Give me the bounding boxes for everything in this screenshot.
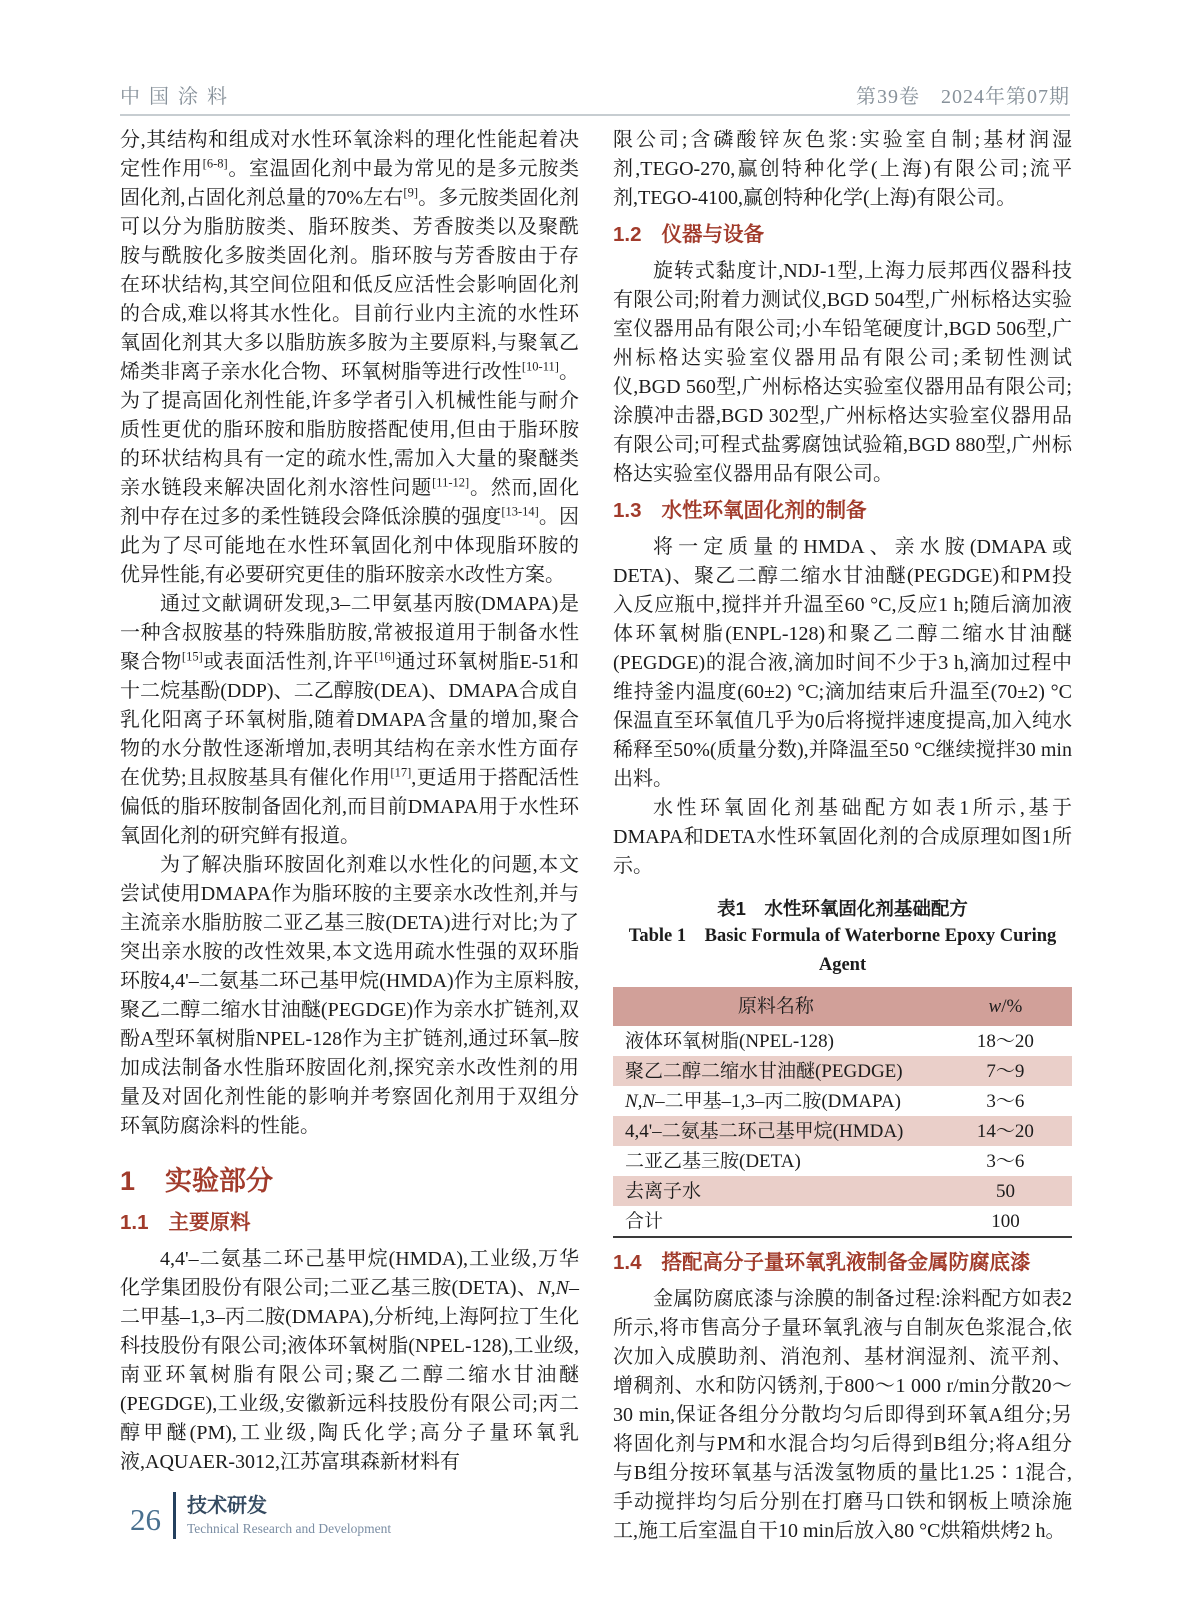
section-1-2-number: 1.2 — [613, 223, 642, 246]
paragraph-formula-reference: 水性环氧固化剂基础配方如表1所示,基于DMAPA和DETA水性环氧固化剂的合成原理如图1所示。 — [613, 797, 1072, 877]
section-1-heading — [120, 1164, 579, 1198]
paragraph-instruments: 旋转式黏度计,NDJ-1型,上海力辰邦西仪器科技有限公司;附着力测试仪,BGD 504型,广州标格达实验室仪器用品有限公司;小车铅笔硬度计,BGD 506型,广州标格达实验室仪器用品有限公司;柔韧性测试仪,BGD 560型,广州标格达实验室仪器用品有限公司;涂膜冲击器,BGD 302型,广州标格达实验室仪器用品有限公司;可程式盐雾腐蚀试验箱,BGD 880型,广州标格达实验室仪器用品有限公司。 — [613, 260, 1072, 485]
section-1-2-title: 仪器与设备 — [661, 223, 764, 246]
table-row — [613, 1056, 1072, 1086]
section-1-3-number: 1.3 — [613, 499, 642, 522]
section-1-1-title: 主要原料 — [168, 1211, 251, 1234]
table-1-caption-zh: 表1 水性环氧固化剂基础配方 — [717, 898, 968, 919]
footer-column-info — [187, 1494, 391, 1538]
paragraph-preparation: 将一定质量的HMDA、亲水胺(DMAPA或DETA)、聚乙二醇二缩水甘油醚(PEGDGE)和PM投入反应瓶中,搅拌并升温至60 °C,反应1 h;随后滴加液体环氧树脂(ENPL-128)和聚乙二醇二缩水甘油醚(PEGDGE)的混合液,滴加时间不少于3 h,滴加过程中维持釜内温度(60±2) °C;滴加结束后升温至(70±2) °C保温直至环氧值几乎为0后将搅拌速度提高,加入纯水稀释至50%(质量分数),并降温至50 °C继续搅拌30 min出料。 — [613, 536, 1072, 790]
page-number: 26 — [130, 1501, 161, 1537]
material-name-cell: 4,4'–二氨基二环己基甲烷(HMDA) — [625, 1120, 904, 1142]
issue-info: 第39卷 2024年第07期 — [856, 86, 1070, 108]
material-name-cell: 聚乙二醇二缩水甘油醚(PEGDGE) — [625, 1060, 903, 1082]
table-row — [613, 1146, 1072, 1176]
page-footer — [130, 1492, 391, 1539]
section-1-1-number: 1.1 — [120, 1211, 149, 1234]
table-1-grid — [613, 987, 1072, 1238]
column-header-weight-percent: w/% — [939, 987, 1072, 1026]
footer-column-title-zh: 技术研发 — [187, 1494, 267, 1517]
weight-percent-cell: 50 — [995, 1180, 1015, 1202]
material-name-cell: 二亚乙基三胺(DETA) — [625, 1150, 801, 1172]
table-1 — [613, 895, 1072, 1238]
section-1-2-heading — [613, 220, 1072, 250]
page-header — [120, 80, 1070, 109]
column-header-material: 原料名称 — [613, 987, 939, 1026]
content-columns — [120, 126, 1072, 1546]
table-row — [613, 1026, 1072, 1056]
section-1-4-title: 搭配高分子量环氧乳液制备金属防腐底漆 — [661, 1251, 1031, 1274]
weight-percent-cell: 18～20 — [976, 1030, 1034, 1052]
table-1-caption-en: Table 1 Basic Formula of Waterborne Epoxy Curing Agent — [628, 926, 1057, 975]
paragraph-dmapa: 通过文献调研发现,3–二甲氨基丙胺(DMAPA)是一种含叔胺基的特殊脂肪胺,常被报道用于制备水性聚合物[15]或表面活性剂,许平[16]通过环氧树脂E-51和十二烷基酚(DDP)、二乙醇胺(DEA)、DMAPA合成自乳化阳离子环氧树脂,随着DMAPA含量的增加,聚合物的水分散性逐渐增加,表明其结构在亲水性方面存在优势;且叔胺基具有催化作用[17],更适用于搭配活性偏低的脂环胺制备固化剂,而目前DMAPA用于水性环氧固化剂的研究鲜有报道。 — [120, 593, 580, 847]
table-row — [613, 1116, 1072, 1146]
material-name-cell: N,N–二甲基–1,3–丙二胺(DMAPA) — [625, 1090, 901, 1112]
left-column — [120, 126, 579, 1546]
paragraph-intro: 分,其结构和组成对水性环氧涂料的理化性能起着决定性作用[6-8]。室温固化剂中最为常见的是多元胺类固化剂,占固化剂总量的70%左右[9]。多元胺类固化剂可以分为脂肪胺类、脂环胺类、芳香胺类以及聚酰胺与酰胺化多胺类固化剂。脂环胺与芳香胺由于存在环状结构,其空间位阻和低反应活性会影响固化剂的合成,难以将其水性化。目前行业内主流的水性环氧固化剂其大多以脂肪族多胺为主要原料,与聚氧乙烯类非离子亲水化合物、环氧树脂等进行改性[10-11]。为了提高固化剂性能,许多学者引入机械性能与耐介质性更优的脂环胺和脂肪胺搭配使用,但由于脂环胺的环状结构具有一定的疏水性,需加入大量的聚醚类亲水链段来解决固化剂水溶性问题[11-12]。然而,固化剂中存在过多的柔性链段会降低涂膜的强度[13-14]。因此为了尽可能地在水性环氧固化剂中体现脂环胺的优异性能,有必要研究更佳的脂环胺亲水改性方案。 — [120, 129, 580, 586]
footer-column-title-en: Technical Research and Development — [187, 1520, 392, 1536]
right-column — [613, 126, 1072, 1546]
table-row — [613, 1176, 1072, 1206]
table-row — [613, 1086, 1072, 1116]
paragraph-materials: 4,4'–二氨基二环己基甲烷(HMDA),工业级,万华化学集团股份有限公司;二亚乙基三胺(DETA)、N,N–二甲基–1,3–丙二胺(DMAPA),分析纯,上海阿拉丁生化科技股份有限公司;液体环氧树脂(NPEL-128),工业级,南亚环氧树脂有限公司;聚乙二醇二缩水甘油醚(PEGDGE),工业级,安徽新远科技股份有限公司;丙二醇甲醚(PM),工业级,陶氏化学;高分子量环氧乳液,AQUAER-3012,江苏富琪森新材料有 — [120, 1248, 579, 1473]
weight-percent-cell: 3～6 — [986, 1090, 1025, 1112]
section-1-3-title: 水性环氧固化剂的制备 — [661, 499, 867, 522]
section-1-number: 1 — [120, 1166, 136, 1196]
table-1-body — [613, 1026, 1072, 1237]
weight-percent-cell: 14～20 — [976, 1120, 1034, 1142]
table-1-header-row — [613, 987, 1072, 1026]
section-1-4-number: 1.4 — [613, 1251, 642, 1274]
header-rule — [120, 114, 1070, 116]
material-name-cell: 去离子水 — [625, 1180, 702, 1202]
weight-percent-cell: 100 — [939, 1206, 1072, 1237]
paragraph-suppliers: 限公司;含磷酸锌灰色浆:实验室自制;基材润湿剂,TEGO-270,赢创特种化学(上海)有限公司;流平剂,TEGO-4100,赢创特种化学(上海)有限公司。 — [613, 129, 1072, 209]
journal-name: 中国涂料 — [120, 86, 236, 108]
weight-percent-cell: 3～6 — [986, 1150, 1025, 1172]
paragraph-primer: 金属防腐底漆与涂膜的制备过程:涂料配方如表2所示,将市售高分子量环氧乳液与自制灰色浆混合,依次加入成膜助剂、消泡剂、基材润湿剂、流平剂、增稠剂、水和防闪锈剂,于800～1 000 r/min分散20～30 min,保证各组分分散均匀后即得到环氧A组分;另将固化剂与PM和水混合均匀后得到B组分;将A组分与B组分按环氧基与活泼氢物质的量比1.25∶1混合,手动搅拌均匀后分别在打磨马口铁和钢板上喷涂施工,施工后室温自干10 min后放入80 °C烘箱烘烤2 h。 — [613, 1288, 1072, 1542]
section-1-title: 实验部分 — [165, 1166, 274, 1196]
section-1-4-heading — [613, 1248, 1072, 1278]
section-1-3-heading — [613, 496, 1072, 526]
table-row — [613, 1206, 1072, 1237]
paragraph-plan: 为了解决脂环胺固化剂难以水性化的问题,本文尝试使用DMAPA作为脂环胺的主要亲水改性剂,并与主流亲水脂肪胺二亚乙基三胺(DETA)进行对比;为了突出亲水胺的改性效果,本文选用疏水性强的双环脂环胺4,4'–二氨基二环己基甲烷(HMDA)作为主原料胺,聚乙二醇二缩水甘油醚(PEGDGE)作为亲水扩链剂,双酚A型环氧树脂NPEL-128作为主扩链剂,通过环氧–胺加成法制备水性脂环胺固化剂,探究亲水改性剂的用量及对固化剂性能的影响并考察固化剂用于双组分环氧防腐涂料的性能。 — [120, 854, 579, 1137]
material-name-cell: 合计 — [613, 1206, 939, 1237]
weight-percent-cell: 7～9 — [986, 1060, 1025, 1082]
material-name-cell: 液体环氧树脂(NPEL-128) — [625, 1030, 834, 1052]
footer-divider-bar — [173, 1492, 176, 1539]
section-1-1-heading — [120, 1208, 579, 1238]
